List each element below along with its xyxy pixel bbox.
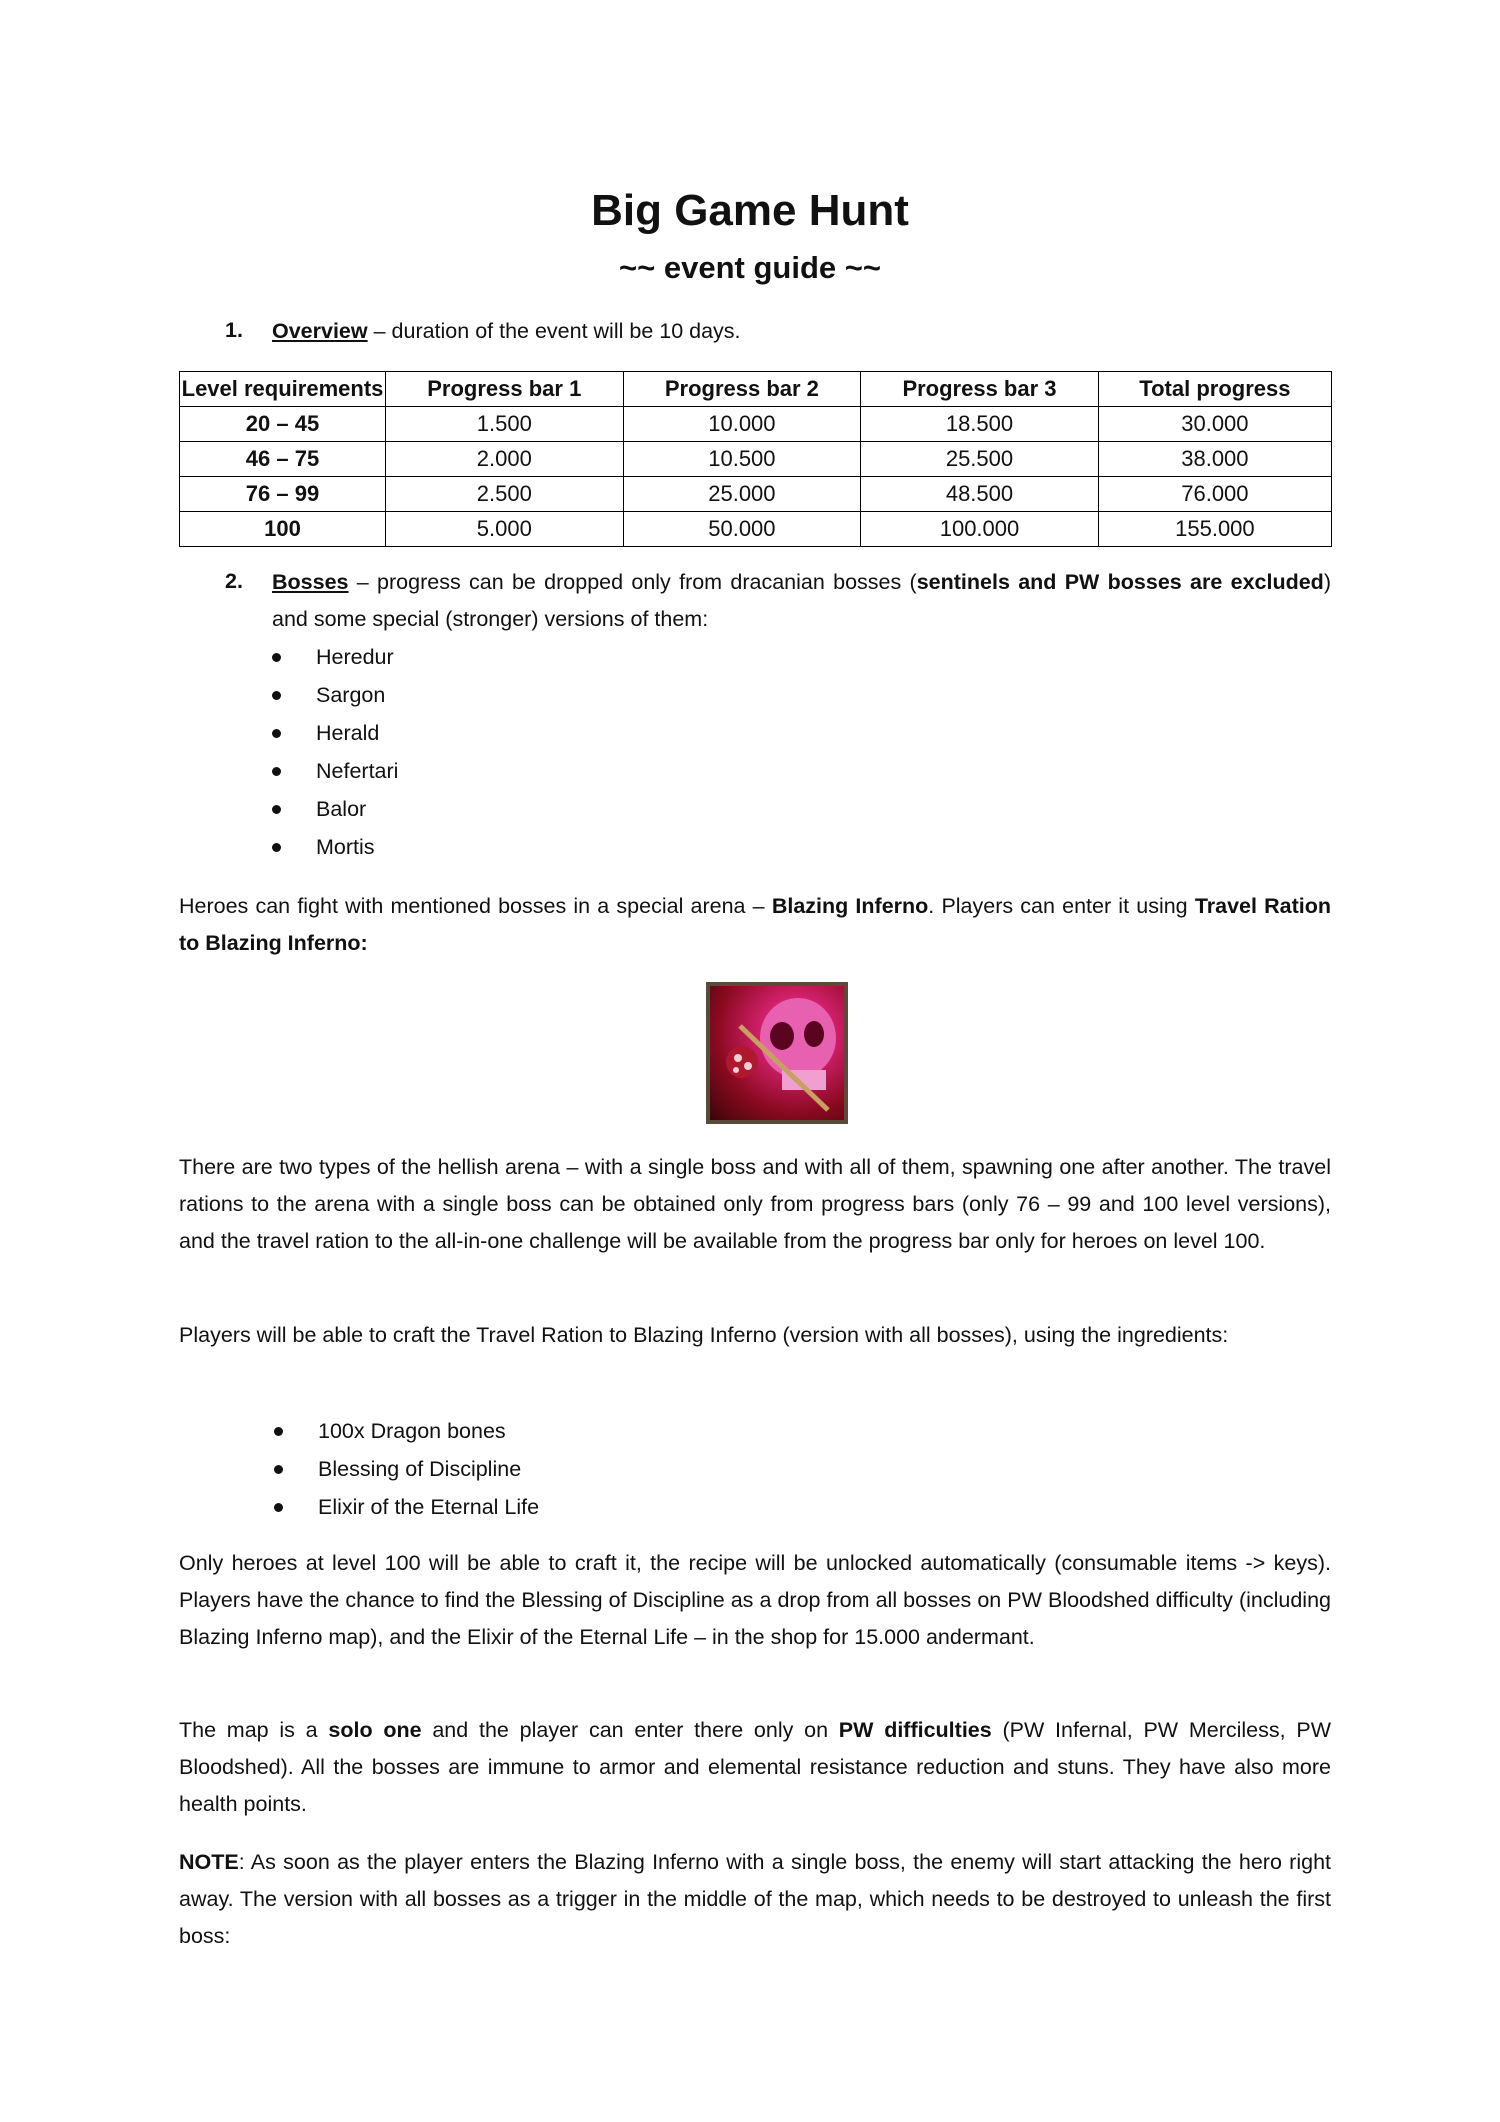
arena-paragraph [179,888,1331,962]
text: (PW Infernal, PW Merciless, PW Bloodshed). All the bosses are immune to armor and elemental resistance reduction and stuns. They have also more health points. [179,1718,1332,1816]
bold-text: solo one [328,1718,422,1742]
overview-section [272,313,1331,350]
table-cell: 38.000 [1098,442,1331,477]
table-row [180,477,1332,512]
table-cell: 46 – 75 [180,442,386,477]
list-item-text: Herald [316,721,380,745]
page-subtitle: ~~ event guide ~~ [619,250,881,285]
note-text: : As soon as the player enters the Blazing Inferno with a single boss, the enemy will start attacking the hero right away. The version with all bosses as a trigger in the middle of the map, which needs to be destroyed to unleash the first boss: [179,1850,1331,1948]
overview-label: Overview [272,319,368,343]
bullet-icon [272,843,281,852]
note-label: NOTE [179,1850,239,1874]
bullet-icon [272,767,281,776]
progress-table [179,371,1332,547]
table-cell: 100.000 [861,512,1099,547]
bullet-icon [272,805,281,814]
craft-paragraph: Players will be able to craft the Travel Ration to Blazing Inferno (version with all bosses), using the ingredients: [179,1323,1229,1347]
table-cell: 100 [180,512,386,547]
page-title: Big Game Hunt [591,186,909,235]
text: Heroes can fight with mentioned bosses in a special arena – [179,894,772,918]
bullet-icon [274,1503,283,1512]
bosses-bold: sentinels and PW bosses are excluded [916,570,1324,594]
table-cell: 2.500 [386,477,624,512]
table-row [180,442,1332,477]
bosses-section [272,564,1331,638]
table-cell: 18.500 [861,407,1099,442]
table-row [180,512,1332,547]
bullet-icon [272,729,281,738]
col-header: Progress bar 3 [861,372,1099,407]
bold-text: Travel Ration to Blazing Inferno: [179,894,1332,955]
list-item-text: Heredur [316,645,394,669]
list-item-text: Nefertari [316,759,399,783]
list-item-text: Balor [316,797,367,821]
note-paragraph [179,1844,1331,1955]
section-number: 2. [225,569,243,593]
table-row [180,407,1332,442]
text: The map is a [179,1718,329,1742]
table-cell: 10.500 [623,442,861,477]
table-cell: 50.000 [623,512,861,547]
table-cell: 76.000 [1098,477,1331,512]
bosses-label: Bosses [272,570,349,594]
bullet-icon [274,1465,283,1474]
table-cell: 5.000 [386,512,624,547]
table-cell: 20 – 45 [180,407,386,442]
bosses-text: ) and some special (stronger) versions of them: [272,570,1331,631]
arena-types-paragraph: There are two types of the hellish arena – with a single boss and with all of them, spawning one after another. The travel rations to the arena with a single boss can be obtained only from progress bars (only 76 – 99 and 100 level versions), and the travel ration to the all-in-one challenge will be available from the progress bar only for heroes on level 100. [179,1155,1331,1253]
table-cell: 2.000 [386,442,624,477]
bold-text: Blazing Inferno [771,894,929,918]
level-paragraph: Only heroes at level 100 will be able to craft it, the recipe will be unlocked automatically (consumable items -> keys). Players have the chance to find the Blessing of Discipline as a drop from all bosses on PW Bloodshed difficulty (including Blazing Inferno map), and the Elixir of the Eternal Life – in the shop for 15.000 andermant. [179,1551,1331,1649]
bosses-text: – progress can be dropped only from dracanian bosses ( [348,570,917,594]
col-header: Total progress [1098,372,1331,407]
col-header: Level requirements [180,372,386,407]
list-item-text: Sargon [316,683,386,707]
travel-ration-skull-icon [706,982,848,1124]
table-cell: 1.500 [386,407,624,442]
map-paragraph [179,1712,1331,1823]
table-cell: 10.000 [623,407,861,442]
list-item-text: Blessing of Discipline [318,1457,522,1481]
table-cell: 25.000 [623,477,861,512]
text: . Players can enter it using [928,894,1195,918]
col-header: Progress bar 1 [386,372,624,407]
bullet-icon [272,691,281,700]
bullet-icon [274,1427,283,1436]
table-cell: 48.500 [861,477,1099,512]
list-item-text: 100x Dragon bones [318,1419,506,1443]
table-cell: 155.000 [1098,512,1331,547]
table-cell: 30.000 [1098,407,1331,442]
section-number: 1. [225,318,243,342]
table-cell: 76 – 99 [180,477,386,512]
list-item-text: Mortis [316,835,375,859]
list-item-text: Elixir of the Eternal Life [318,1495,540,1519]
col-header: Progress bar 2 [623,372,861,407]
overview-text: – duration of the event will be 10 days. [367,319,741,343]
table-cell: 25.500 [861,442,1099,477]
bold-text: PW difficulties [838,1718,992,1742]
table-header-row [180,372,1332,407]
bullet-icon [272,653,281,662]
text: and the player can enter there only on [421,1718,839,1742]
